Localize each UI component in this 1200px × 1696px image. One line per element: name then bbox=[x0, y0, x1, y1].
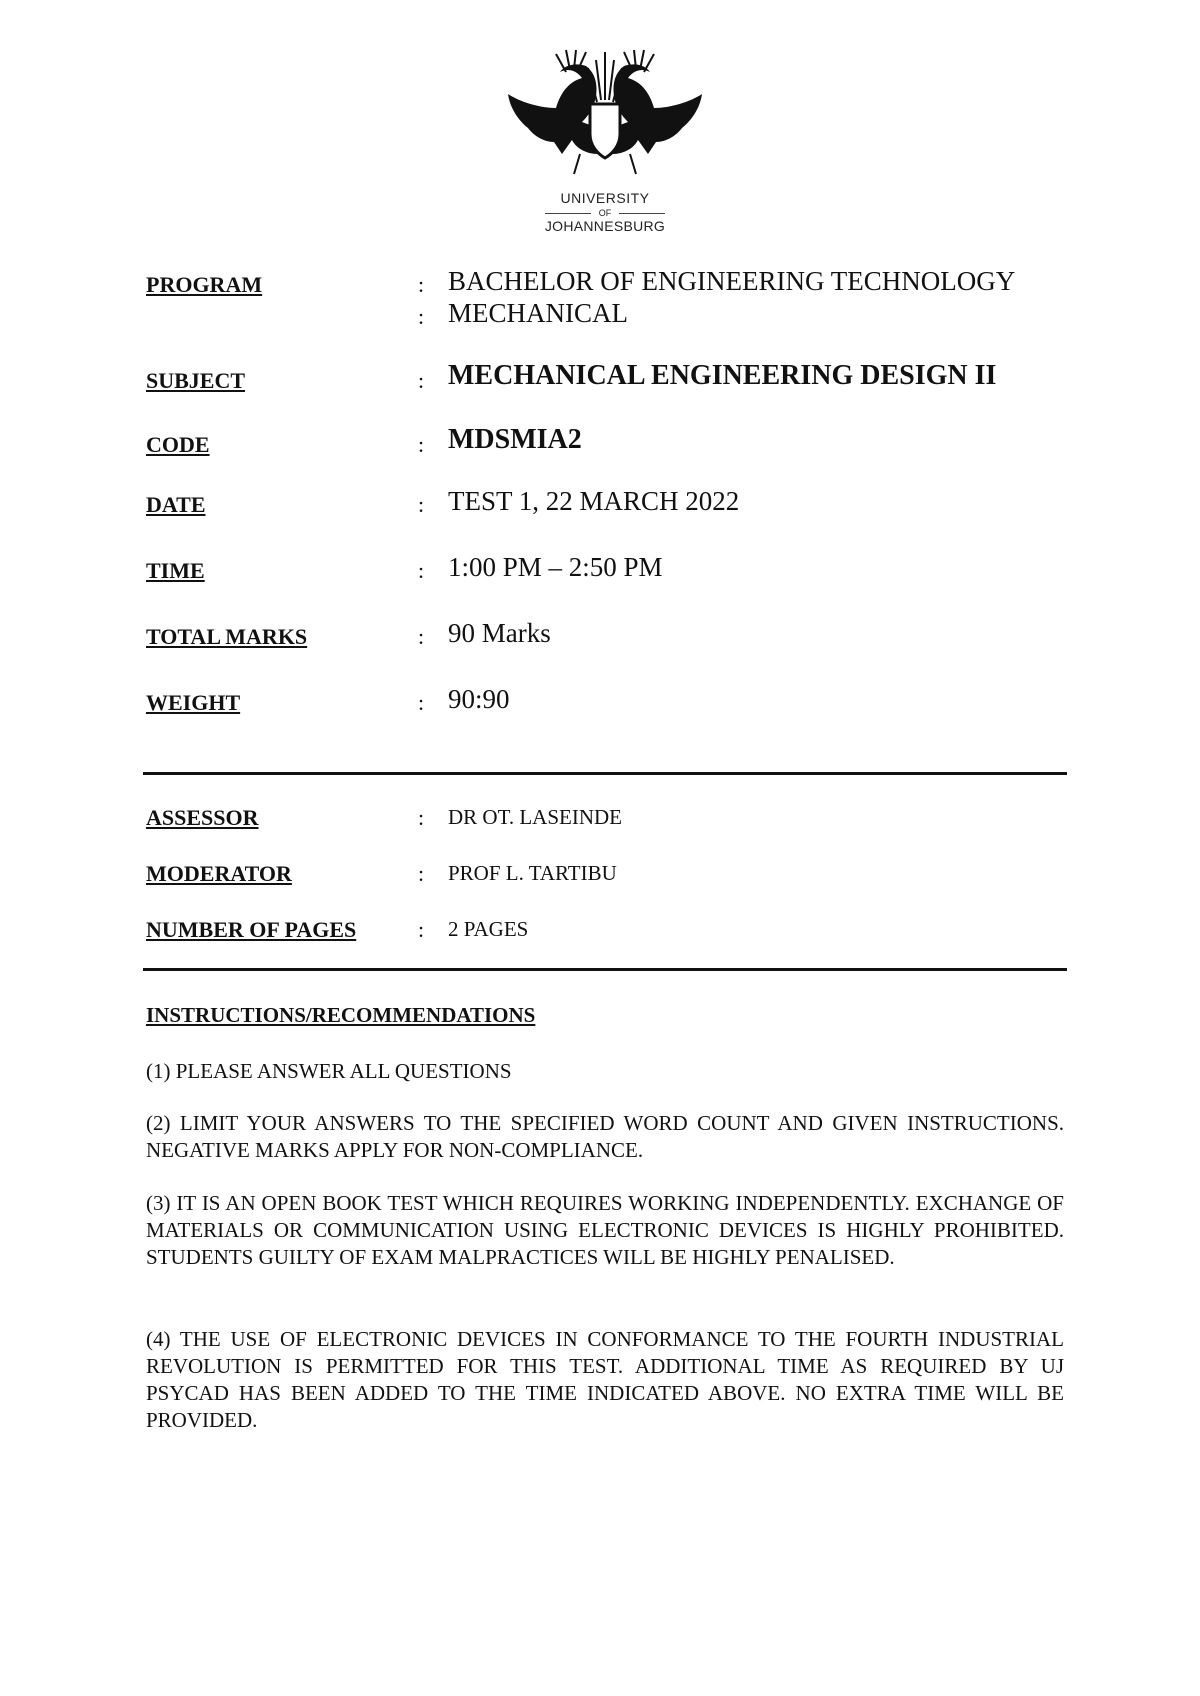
weight-label: WEIGHT bbox=[146, 690, 241, 715]
code-label: CODE bbox=[146, 432, 210, 457]
pages-value: 2 PAGES bbox=[448, 917, 529, 941]
colon: : bbox=[418, 492, 425, 517]
subject-value: MECHANICAL ENGINEERING DESIGN II bbox=[448, 360, 997, 391]
colon: : bbox=[418, 272, 425, 297]
divider-line bbox=[143, 968, 1067, 971]
colon: : bbox=[418, 861, 425, 886]
instruction-item: (1) PLEASE ANSWER ALL QUESTIONS bbox=[146, 1059, 512, 1083]
instruction-item: (3) IT IS AN OPEN BOOK TEST WHICH REQUIRES WORKING INDEPENDENTLY. EXCHANGE OF MATERIALS OR COMMUNICATION USING ELECTRONIC DEVICES IS HIGHLY PROHIBITED. STUDENTS GUILTY OF EXAM MALPRACTICES WILL BE HIGHLY PENALISED. bbox=[146, 1191, 1064, 1269]
logo-university-text: UNIVERSITY bbox=[560, 190, 650, 206]
subject-label: SUBJECT bbox=[146, 368, 246, 393]
colon: : bbox=[418, 432, 425, 457]
assessor-value: DR OT. LASEINDE bbox=[448, 805, 623, 829]
total-marks-value: 90 Marks bbox=[448, 618, 551, 648]
colon: : bbox=[418, 368, 425, 393]
assessor-label: ASSESSOR bbox=[146, 805, 259, 830]
code-value: MDSMIA2 bbox=[448, 424, 582, 455]
university-logo bbox=[490, 42, 720, 242]
divider-line bbox=[143, 772, 1067, 775]
logo-johannesburg-text: JOHANNESBURG bbox=[544, 218, 666, 234]
moderator-value: PROF L. TARTIBU bbox=[448, 861, 617, 885]
weight-value: 90:90 bbox=[448, 684, 510, 714]
date-value: TEST 1, 22 MARCH 2022 bbox=[448, 486, 740, 516]
colon: : bbox=[418, 558, 425, 583]
program-label: PROGRAM bbox=[146, 272, 263, 297]
time-value: 1:00 PM – 2:50 PM bbox=[448, 552, 663, 582]
twin-birds-emblem-icon bbox=[490, 42, 720, 192]
colon: : bbox=[418, 624, 425, 649]
total-marks-label: TOTAL MARKS bbox=[146, 624, 308, 649]
program-value-line1: BACHELOR OF ENGINEERING TECHNOLOGY bbox=[448, 266, 1016, 296]
logo-of-text: OF bbox=[598, 208, 612, 218]
colon: : bbox=[418, 690, 425, 715]
colon: : bbox=[418, 805, 425, 830]
pages-label: NUMBER OF PAGES bbox=[146, 917, 357, 942]
instruction-item: (2) LIMIT YOUR ANSWERS TO THE SPECIFIED WORD COUNT AND GIVEN INSTRUCTIONS. NEGATIVE MARKS APPLY FOR NON-COMPLIANCE. bbox=[146, 1111, 1064, 1162]
colon: : bbox=[418, 917, 425, 942]
instruction-item: (4) THE USE OF ELECTRONIC DEVICES IN CONFORMANCE TO THE FOURTH INDUSTRIAL REVOLUTION IS PERMITTED FOR THIS TEST. ADDITIONAL TIME AS REQUIRED BY UJ PSYCAD HAS BEEN ADDED TO THE TIME INDICATED ABOVE. NO EXTRA TIME WILL BE PROVIDED. bbox=[146, 1327, 1064, 1432]
moderator-label: MODERATOR bbox=[146, 861, 292, 886]
date-label: DATE bbox=[146, 492, 206, 517]
program-value-line2: MECHANICAL bbox=[448, 298, 628, 328]
instructions-title: INSTRUCTIONS/RECOMMENDATIONS bbox=[146, 1003, 536, 1027]
colon: : bbox=[418, 304, 425, 329]
time-label: TIME bbox=[146, 558, 205, 583]
